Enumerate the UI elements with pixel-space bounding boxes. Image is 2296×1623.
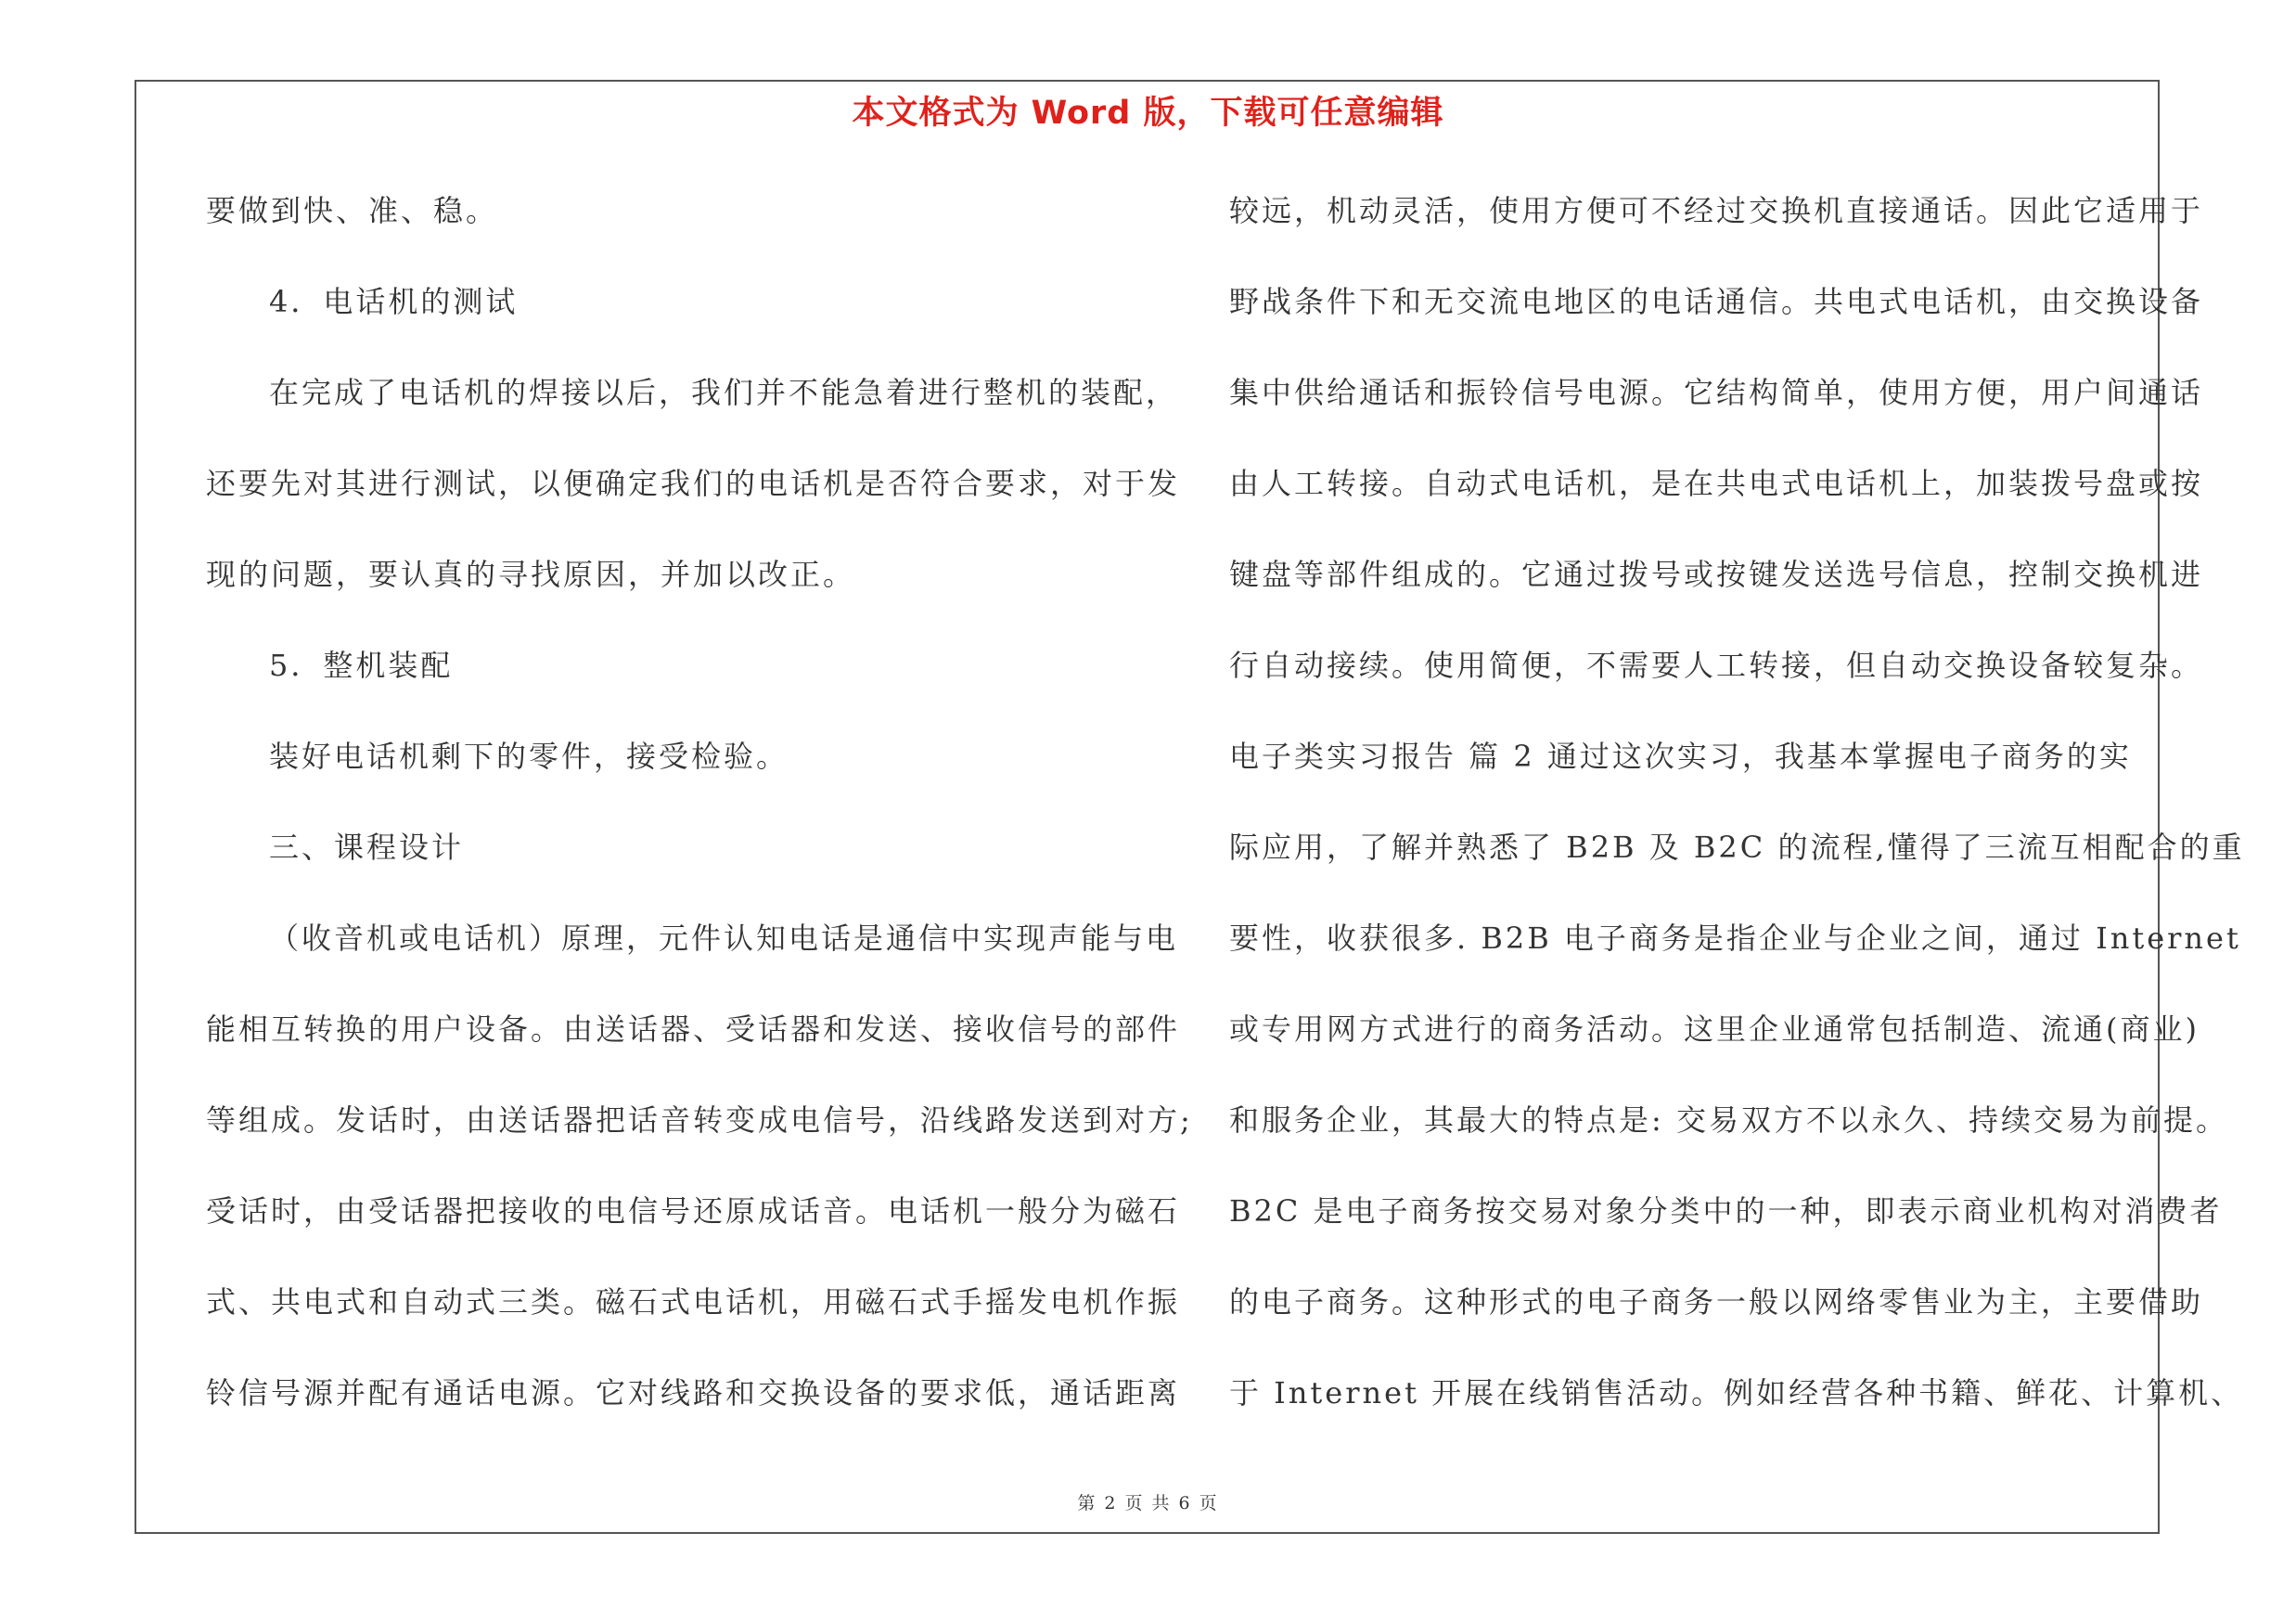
text-line: 键盘等部件组成的。它通过拨号或按键发送选号信息，控制交换机进	[1229, 557, 2204, 592]
text-line: 式、共电式和自动式三类。磁石式电话机，用磁石式手摇发电机作振	[206, 1284, 1181, 1320]
text-line: 野战条件下和无交流电地区的电话通信。共电式电话机，由交换设备	[1229, 284, 2204, 319]
text-line: 或专用网方式进行的商务活动。这里企业通常包括制造、流通(商业)	[1229, 1011, 2200, 1047]
word-format-banner: 本文格式为 Word 版，下载可任意编辑	[852, 95, 1444, 132]
text-line: 三、课程设计	[269, 830, 465, 865]
text-line: 铃信号源并配有通话电源。它对线路和交换设备的要求低，通话距离	[206, 1375, 1181, 1410]
text-line: 能相互转换的用户设备。由送话器、受话器和发送、接收信号的部件	[206, 1011, 1181, 1047]
text-line: （收音机或电话机）原理，元件认知电话是通信中实现声能与电	[269, 921, 1179, 956]
text-line: 行自动接续。使用简便，不需要人工转接，但自动交换设备较复杂。	[1229, 648, 2204, 683]
text-line: 要做到快、准、稳。	[206, 193, 499, 228]
text-line: 要性，收获很多. B2B 电子商务是指企业与企业之间，通过 Internet	[1229, 921, 2241, 956]
text-line: 集中供给通话和振铃信号电源。它结构简单，使用方便，用户间通话	[1229, 375, 2204, 410]
text-line: 电子类实习报告 篇 2 通过这次实习，我基本掌握电子商务的实	[1229, 739, 2132, 774]
text-line: 在完成了电话机的焊接以后，我们并不能急着进行整机的装配，	[269, 375, 1179, 410]
text-line: 较远，机动灵活，使用方便可不经过交换机直接通话。因此它适用于	[1229, 193, 2204, 228]
text-line: 5．整机装配	[269, 648, 454, 683]
text-line: 还要先对其进行测试，以便确定我们的电话机是否符合要求，对于发	[206, 466, 1181, 501]
text-line: 等组成。发话时，由送话器把话音转变成电信号，沿线路发送到对方;	[206, 1102, 1193, 1138]
text-line: 由人工转接。自动式电话机，是在共电式电话机上，加装拨号盘或按	[1229, 466, 2204, 501]
text-line: 4．电话机的测试	[269, 284, 519, 319]
text-line: 于 Internet 开展在线销售活动。例如经营各种书籍、鲜花、计算机、	[1229, 1375, 2244, 1410]
text-line: 现的问题，要认真的寻找原因，并加以改正。	[206, 557, 856, 592]
right-column	[1229, 182, 2245, 1455]
text-line: 际应用，了解并熟悉了 B2B 及 B2C 的流程,懂得了三流互相配合的重	[1229, 830, 2245, 865]
text-line: 的电子商务。这种形式的电子商务一般以网络零售业为主，主要借助	[1229, 1284, 2204, 1320]
text-line: 受话时，由受话器把接收的电信号还原成话音。电话机一般分为磁石	[206, 1193, 1181, 1229]
page-number-footer: 第 2 页 共 6 页	[1077, 1493, 1219, 1514]
text-line: 装好电话机剩下的零件，接受检验。	[269, 739, 789, 774]
text-line: 和服务企业，其最大的特点是: 交易双方不以永久、持续交易为前提。	[1229, 1102, 2228, 1138]
left-column	[206, 182, 1193, 1455]
text-line: B2C 是电子商务按交易对象分类中的一种，即表示商业机构对消费者	[1229, 1193, 2223, 1229]
